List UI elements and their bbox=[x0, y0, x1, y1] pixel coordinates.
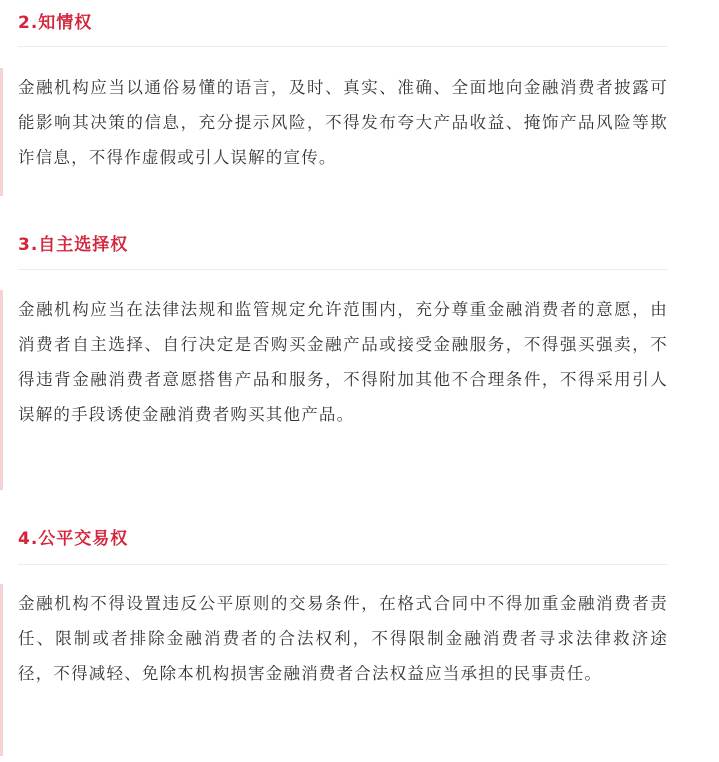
section-right-to-know bbox=[0, 0, 719, 200]
section-body: 金融机构不得设置违反公平原则的交易条件，在格式合同中不得加重金融消费者责任、限制或者排除金融消费者的合法权利，不得限制金融消费者寻求法律救济途径，不得减轻、免除本机构损害金融消费者合法权益应当承担的民事责任。 bbox=[18, 594, 668, 683]
section-heading: 3.自主选择权 bbox=[18, 235, 129, 255]
section-heading: 4.公平交易权 bbox=[18, 529, 129, 549]
section-body: 金融机构应当以通俗易懂的语言，及时、真实、准确、全面地向金融消费者披露可能影响其决策的信息，充分提示风险，不得发布夸大产品收益、掩饰产品风险等欺诈信息，不得作虚假或引人误解的宣传。 bbox=[18, 78, 668, 167]
section-divider bbox=[18, 269, 668, 270]
section-right-to-fair-trade bbox=[0, 516, 719, 762]
section-divider bbox=[18, 46, 668, 47]
section-right-to-choose bbox=[0, 222, 719, 497]
section-heading: 2.知情权 bbox=[18, 13, 93, 33]
section-divider bbox=[18, 564, 668, 565]
section-body: 金融机构应当在法律法规和监管规定允许范围内，充分尊重金融消费者的意愿，由消费者自主选择、自行决定是否购买金融产品或接受金融服务，不得强买强卖，不得违背金融消费者意愿搭售产品和服务，不得附加其他不合理条件，不得采用引人误解的手段诱使金融消费者购买其他产品。 bbox=[18, 300, 668, 424]
